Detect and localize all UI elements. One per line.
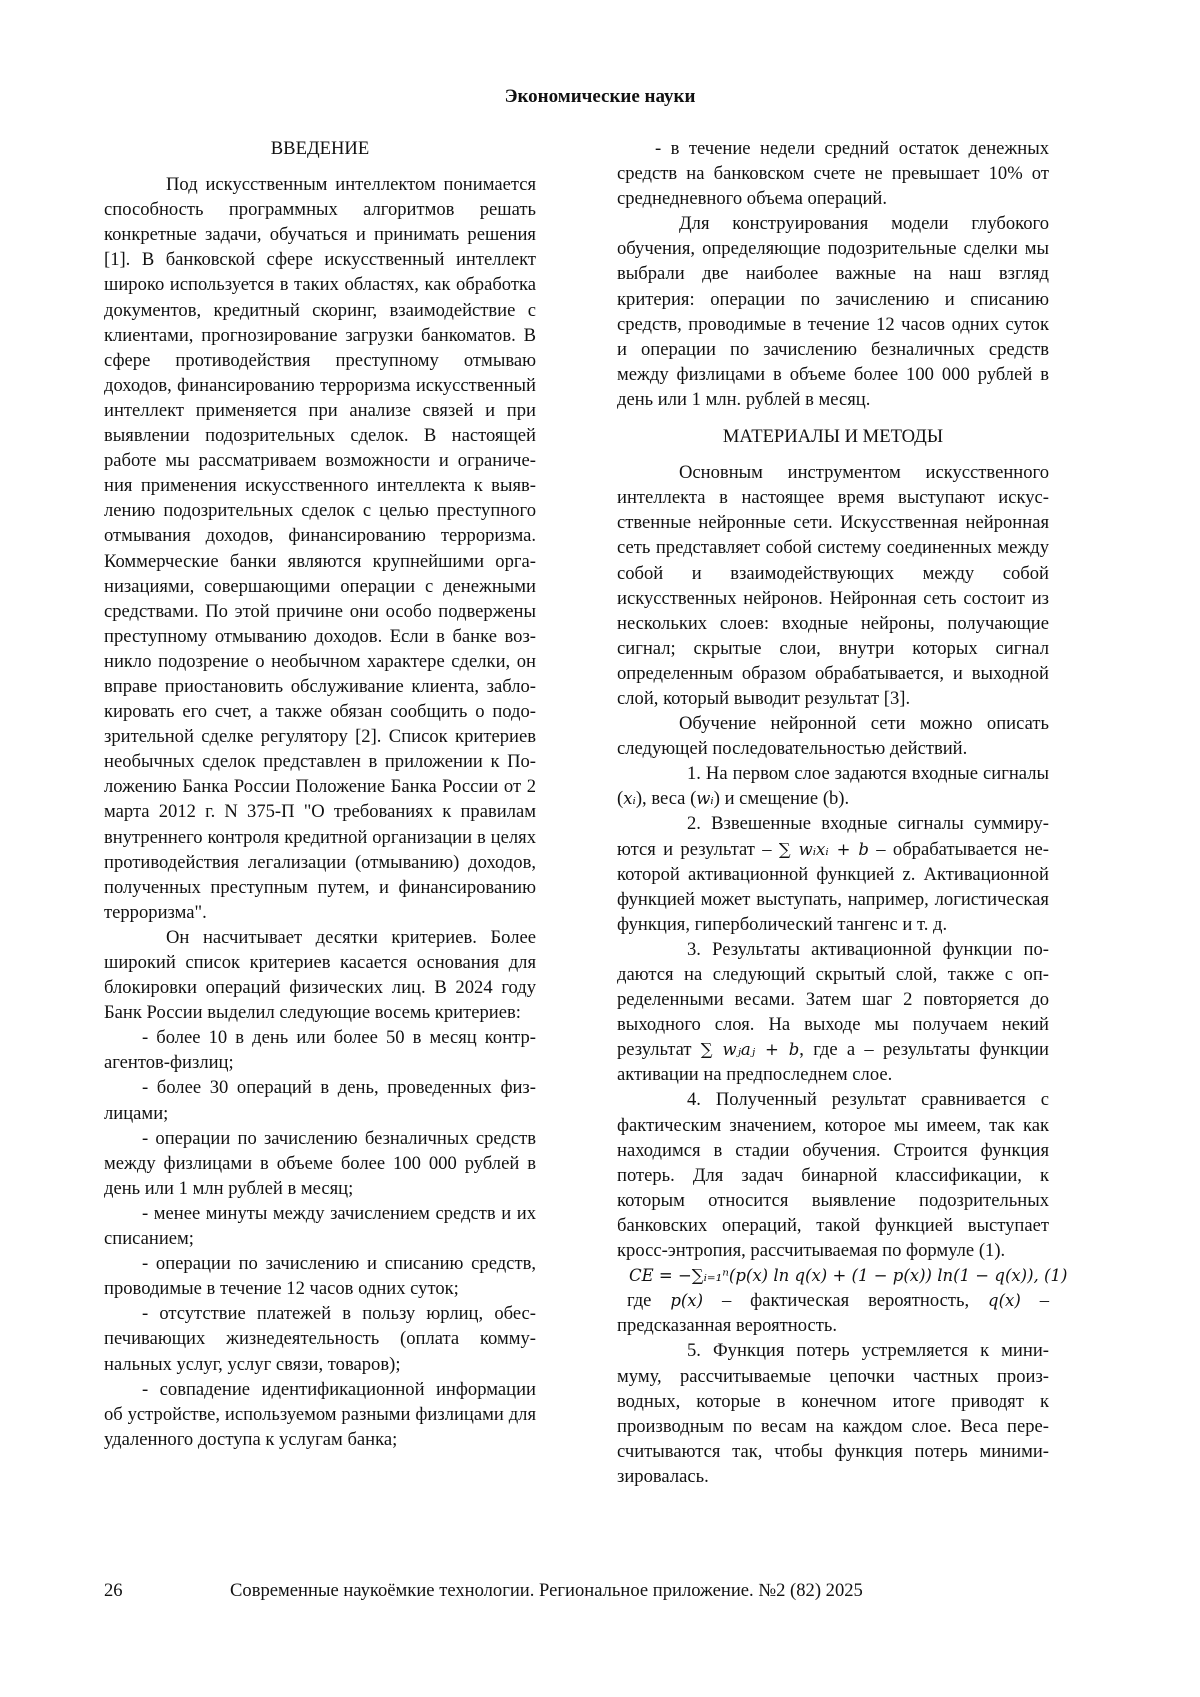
cross-entropy-formula: CE = −∑ᵢ₌₁ⁿ(p(x) ln q(x) + (1 − p(x)) ln(1 − q(x)), (1) bbox=[629, 1266, 1068, 1286]
legend-text-b: – фактическая вероятность, bbox=[703, 1290, 989, 1312]
journal-title: Современные наукоёмкие технологии. Региональное приложение. №2 (82) 2025 bbox=[230, 1580, 863, 1601]
methods-heading: МАТЕРИАЛЫ И МЕТОДЫ bbox=[722, 426, 944, 448]
legend-text-c: – предсказанная вероятность. bbox=[617, 1290, 1049, 1337]
paragraph-neural-net: Основным инструментом искусственного интеллекта в настоящее время выступают искусственные нейронные сети. Искусственная нейронная сеть представляет собой систему соединенных между собой и взаимодействующих между собой искусственных нейронов. Нейронная сеть состоит из нескольких слоев: входные нейроны, получающие сигнал; скрытые слои, внутри которых сигнал определенным образом обрабатывается, и выходной слой, который выводит результат [3]. bbox=[617, 462, 1049, 709]
criterion-7: - совпадение идентификационной информации об устройстве, используемом разными физлицами для удаленного доступа к услугам банка; bbox=[104, 1378, 536, 1450]
paragraph-model: Для конструирования модели глубокого обучения, определяющие подозрительные сделки мы выбрали две наиболее важные на наш взгляд критерия: операции по зачислению и списанию средств, проводимые в течение 12 часов одних суток и операции по зачислению безналичных средств между физлицами в объеме более 100 000 рублей в день или 1 млн. рублей в месяц. bbox=[617, 213, 1049, 410]
weight-math: wᵢ bbox=[696, 789, 714, 809]
right-column bbox=[617, 136, 1068, 1489]
criterion-8: - в течение недели средний остаток денежных средств на банковском счете не превышает 10% от среднедневного объема операций. bbox=[617, 138, 1049, 210]
section-header: Экономические науки bbox=[504, 86, 696, 107]
step-3-text-b: , где а – результаты функции активации на предпоследнем слое. bbox=[617, 1039, 1049, 1086]
weighted-sum-math: ∑ wᵢxᵢ + b bbox=[778, 839, 869, 859]
q-math: q(x) bbox=[988, 1291, 1021, 1311]
step-2 bbox=[617, 811, 1049, 936]
criterion-1: - более 10 в день или более 50 в месяц контрагентов-физлиц; bbox=[104, 1027, 536, 1074]
legend-text-a: где bbox=[627, 1290, 671, 1312]
left-column bbox=[104, 136, 536, 1452]
step-3-text-a: 3. Результаты активационной функции подаются на следующий скрытый слой, также с определенными весами. Затем шаг 2 повторяется до выходного слоя. На выходе мы получаем некий результат bbox=[617, 938, 1049, 1061]
step-1-text-c: ) и смещение (b). bbox=[713, 788, 850, 810]
criterion-4: - менее минуты между зачислением средств и их списанием; bbox=[104, 1202, 536, 1250]
step-2-text-a: 2. Взвешенные входные сигналы суммируются и результат – bbox=[617, 813, 1049, 860]
paragraph-training: Обучение нейронной сети можно описать следующей последовательностью действий. bbox=[617, 713, 1049, 760]
step-3 bbox=[617, 937, 1049, 1088]
paragraph-intro: Под искусственным интеллектом понимается способность программных алгоритмов решать конкретные задачи, обучаться и принимать решения [1]. В банковской сфере искусственный интеллект широко используется в таких областях, как обработка документов, кредитный скоринг, взаимодействие с клиентами, прогнозирование загрузки банкоматов. В сфере противодействия преступному отмываю доходов, финансированию терроризма искусственный интеллект применяется при анализе связей и при выявлении подозрительных сделок. В настоящей работе мы рассматриваем возможности и ограничения применения искусственного интеллекта к выявлению подозрительных сделок с целью преступного отмывания доходов, финансированию терроризма. Коммерческие банки являются крупнейшими организациями, совершающими операции с денежными средствами. По этой причине они особо подвержены преступному отмыванию доходов. Если в банке возникло подозрение о необычном характере сделки, он вправе приостановить обслуживание клиента, заблокировать его счет, а также обязан сообщить о подозрительной сделке регулятору [2]. Список критериев необычных сделок представлен в приложении к Положению Банка России Положение Банка России от 2 марта 2012 г. N 375-П "О требованиях к правилам внутреннего контроля кредитной организации в целях противодействия легализации (отмыванию) доходов, полученных преступным путем, и финансированию терроризма". bbox=[104, 174, 536, 923]
input-signal-math: xᵢ bbox=[623, 789, 636, 809]
output-sum-math: ∑ wⱼaⱼ + b bbox=[700, 1040, 800, 1060]
criterion-6: - отсутствие платежей в пользу юрлиц, обеспечивающих жизнедеятельность (оплата коммунальных услуг, услуг связи, товаров); bbox=[104, 1303, 536, 1375]
p-math: p(x) bbox=[670, 1291, 704, 1311]
step-1-text-b: ), веса ( bbox=[635, 788, 697, 810]
page-number: 26 bbox=[104, 1580, 123, 1601]
criterion-2: - более 30 операций в день, проведенных физлицами; bbox=[104, 1077, 536, 1124]
step-2-text-b: – обрабатывается некоторой активационной функцией z. Активационной функцией может выступать, например, логистическая функция, гиперболический тангенс и т. д. bbox=[617, 838, 1049, 935]
intro-heading: ВВЕДЕНИЕ bbox=[270, 138, 370, 159]
paragraph-criteria: Он насчитывает десятки критериев. Более широкий список критериев касается основания для блокировки операций физических лиц. В 2024 году Банк России выделил следующие восемь критериев: bbox=[104, 926, 536, 1024]
criterion-3: - операции по зачислению безналичных средств между физлицами в объеме более 100 000 рублей в день или 1 млн рублей в месяц; bbox=[104, 1127, 536, 1199]
step-1-text-a: 1. На первом слое задаются входные сигналы ( bbox=[617, 763, 1049, 810]
step-4: 4. Полученный результат сравнивается с фактическим значением, которое мы имеем, так как находимся в стадии обучения. Строится функция потерь. Для задач бинарной классификации, к которым относится выявление подозрительных банковских операций, такой функцией выступает кросс-энтропия, рассчитываемая по формуле (1). bbox=[617, 1089, 1049, 1262]
formula-legend bbox=[617, 1288, 1049, 1338]
step-1 bbox=[617, 761, 1049, 811]
step-5: 5. Функция потерь устремляется к минимуму, рассчитываемые цепочки частных производных, которые в конечном итоге приводят к производным по весам на каждом слое. Веса пересчитываются так, чтобы функция потерь минимизировалась. bbox=[617, 1340, 1049, 1487]
criterion-5: - операции по зачислению и списанию средств, проводимые в течение 12 часов одних суток; bbox=[104, 1253, 536, 1300]
